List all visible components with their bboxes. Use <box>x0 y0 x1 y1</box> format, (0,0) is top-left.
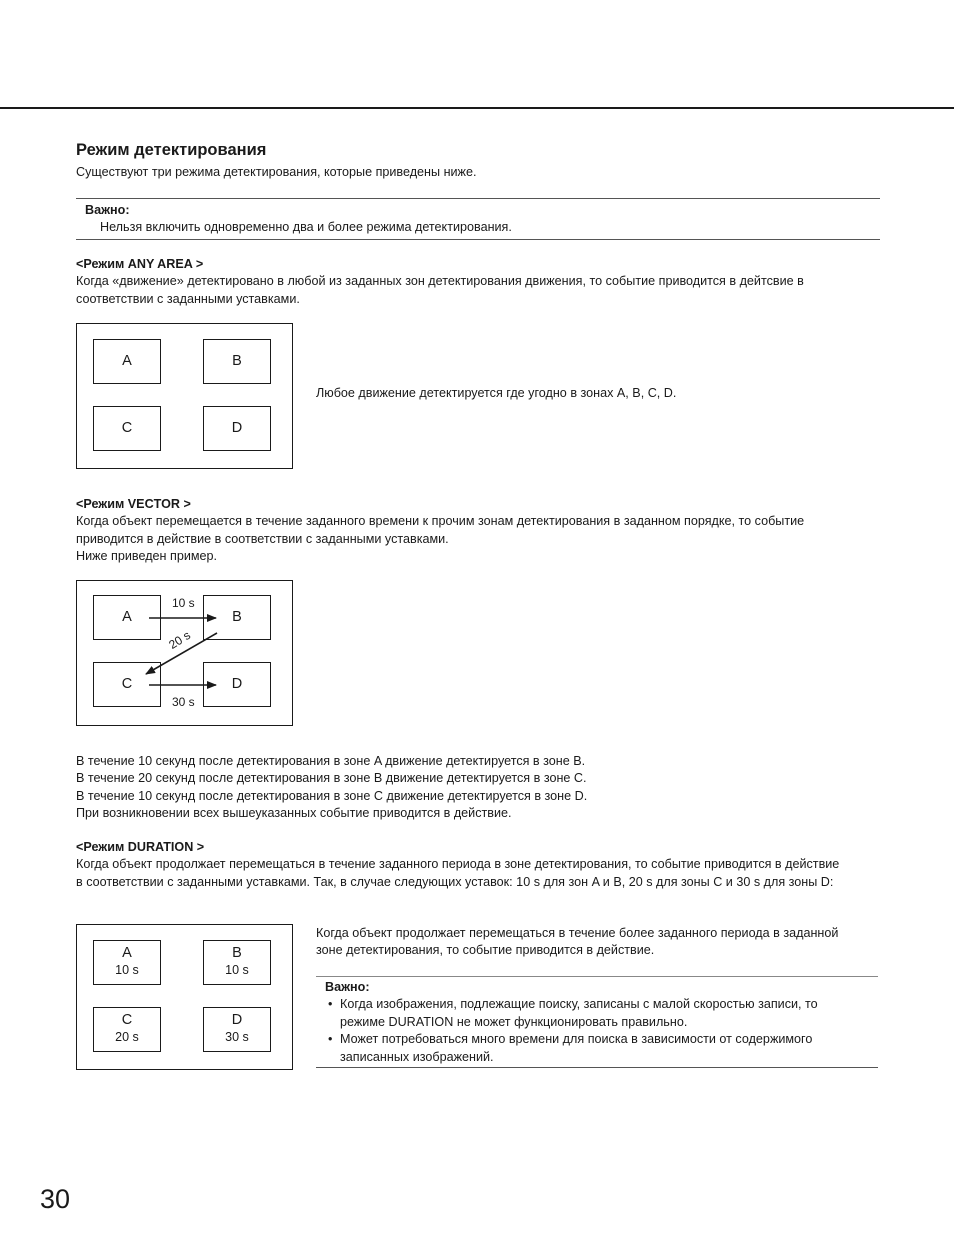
zone-c: C <box>93 662 161 707</box>
duration-line: в соответствии с заданными уставками. Так, в случае следующих уставок: 10 s для зон A и B, 20 s для зоны C и 30 s для зоны D: <box>76 875 834 889</box>
vector-explain-line: При возникновении всех вышеуказанных событие приводится в действие. <box>76 806 512 820</box>
bullet-icon: • <box>328 1032 333 1046</box>
vector-line: Ниже приведен пример. <box>76 549 218 563</box>
page-title: Режим детектирования <box>76 141 267 159</box>
intro-text: Существуют три режима детектирования, которые приведены ниже. <box>76 165 477 179</box>
duration-line: Когда объект продолжает перемещаться в течение заданного периода в зоне детектирования, то событие приводится в действие <box>76 857 840 871</box>
arrow-label-10s: 10 s <box>172 596 195 610</box>
arrow-label-30s: 30 s <box>172 695 195 709</box>
note-bullet-item: • Когда изображения, подлежащие поиску, записаны с малой скоростью записи, то режиме DURATION не может функционировать правильно. <box>328 997 818 1029</box>
note-top-rule <box>76 198 880 199</box>
zone-b: B <box>203 339 271 384</box>
zone-d: D 30 s <box>203 1007 271 1052</box>
note-heading: Важно: <box>325 980 370 994</box>
any-area-diagram <box>76 323 293 469</box>
vector-line: приводится в действие в соответствии с заданными уставками. <box>76 532 449 546</box>
note-bullet-item: • Может потребоваться много времени для поиска в зависимости от содержимого записанных изображений. <box>328 1032 813 1064</box>
duration-heading: <Режим DURATION > <box>76 840 205 854</box>
page-number: 30 <box>40 1184 71 1214</box>
vector-heading: <Режим VECTOR > <box>76 497 191 511</box>
zone-c: C <box>93 406 161 451</box>
zone-b: B <box>203 595 271 640</box>
duration-caption: зоне детектирования, то событие приводится в действие. <box>316 943 655 957</box>
note-text: Нельзя включить одновременно два и более режима детектирования. <box>100 220 512 234</box>
vector-explain-line: В течение 10 секунд после детектирования в зоне C движение детектируется в зоне D. <box>76 789 588 803</box>
zone-c: C 20 s <box>93 1007 161 1052</box>
vector-explain-line: В течение 10 секунд после детектирования в зоне A движение детектируется в зоне B. <box>76 754 586 768</box>
note-bullet-list <box>316 996 876 1066</box>
zone-a: A <box>93 339 161 384</box>
zone-a: A 10 s <box>93 940 161 985</box>
zone-a: A <box>93 595 161 640</box>
note-bottom-rule <box>316 1067 878 1068</box>
zone-d: D <box>203 662 271 707</box>
arrow-label-20s: 20 s <box>166 628 193 652</box>
duration-caption: Когда объект продолжает перемещаться в течение более заданного периода в заданной <box>316 926 839 940</box>
note-heading: Важно: <box>85 203 130 217</box>
any-area-line: соответствии с заданными уставками. <box>76 292 300 306</box>
vector-explain-line: В течение 20 секунд после детектирования в зоне B движение детектируется в зоне C. <box>76 771 587 785</box>
note-bottom-rule <box>76 239 880 240</box>
note-top-rule <box>316 976 878 977</box>
vector-diagram <box>76 580 293 726</box>
any-area-heading: <Режим ANY AREA > <box>76 257 204 271</box>
header-rule <box>0 107 954 109</box>
bullet-icon: • <box>328 997 333 1011</box>
zone-b: B 10 s <box>203 940 271 985</box>
vector-line: Когда объект перемещается в течение заданного времени к прочим зонам детектирования в заданном порядке, то событие <box>76 514 805 528</box>
duration-diagram <box>76 924 293 1070</box>
any-area-caption: Любое движение детектируется где угодно в зонах A, B, C, D. <box>316 386 677 400</box>
any-area-line: Когда «движение» детектировано в любой из заданных зон детектирования движения, то событие приводится в дейтсвие в <box>76 274 804 288</box>
zone-d: D <box>203 406 271 451</box>
